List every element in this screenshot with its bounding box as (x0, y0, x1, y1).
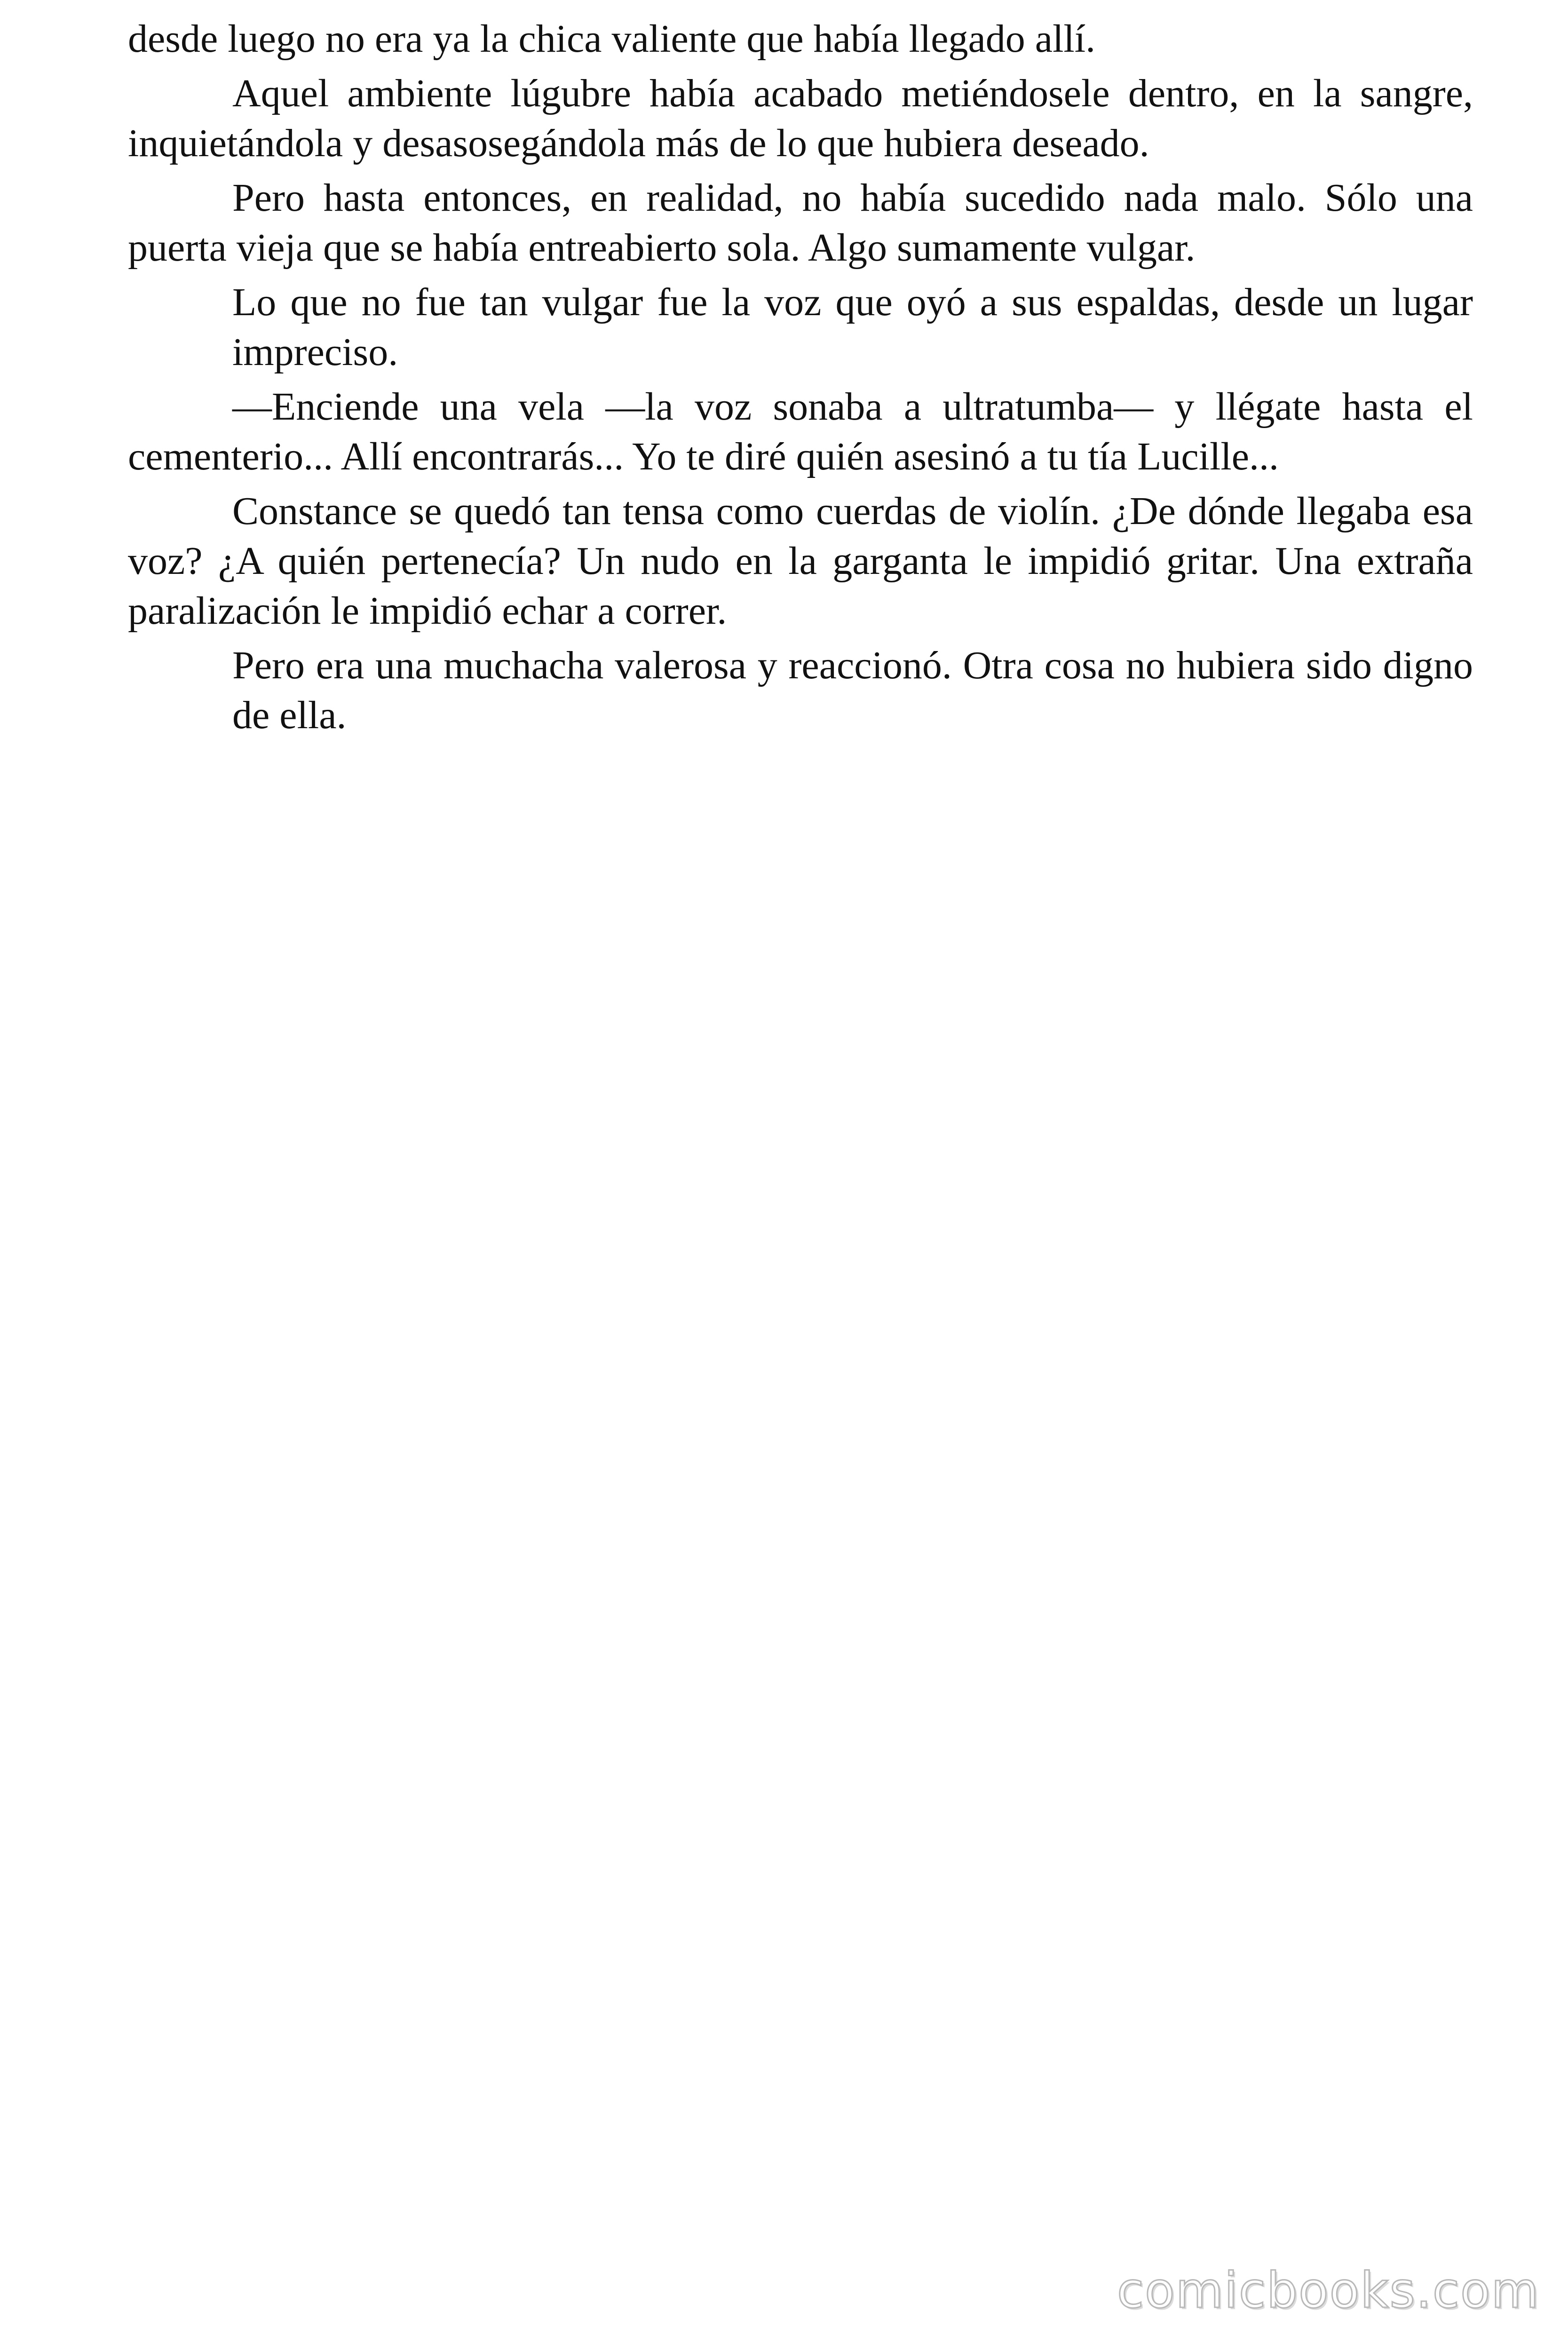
paragraph-4: Lo que no fue tan vulgar fue la voz que oyó a sus espaldas, desde un lugar impreciso. (232, 280, 1473, 374)
paragraph-2: Aquel ambiente lúgubre había acabado metiéndosele dentro, en la sangre, inquietándola y desasosegándola más de lo que hubiera deseado. (128, 72, 1473, 165)
paragraph-7: Pero era una muchacha valerosa y reaccionó. Otra cosa no hubiera sido digno de ella. (232, 644, 1473, 737)
paragraph-1: desde luego no era ya la chica valiente que había llegado allí. (128, 17, 1096, 61)
body-text (128, 14, 1473, 745)
paragraph-5: —Enciende una vela —la voz sonaba a ultratumba— y llégate hasta el cementerio... Allí encontrarás... Yo te diré quién asesinó a tu tía Lucille... (128, 385, 1473, 478)
paragraph-3: Pero hasta entonces, en realidad, no había sucedido nada malo. Sólo una puerta vieja que se había entreabierto sola. Algo sumamente vulgar. (128, 176, 1473, 270)
paragraph-6: Constance se quedó tan tensa como cuerdas de violín. ¿De dónde llegaba esa voz? ¿A quién pertenecía? Un nudo en la garganta le impidió gritar. Una extraña paralización le impidió echar a correr. (128, 489, 1473, 633)
watermark: comicbooks.com (1117, 2262, 1540, 2319)
